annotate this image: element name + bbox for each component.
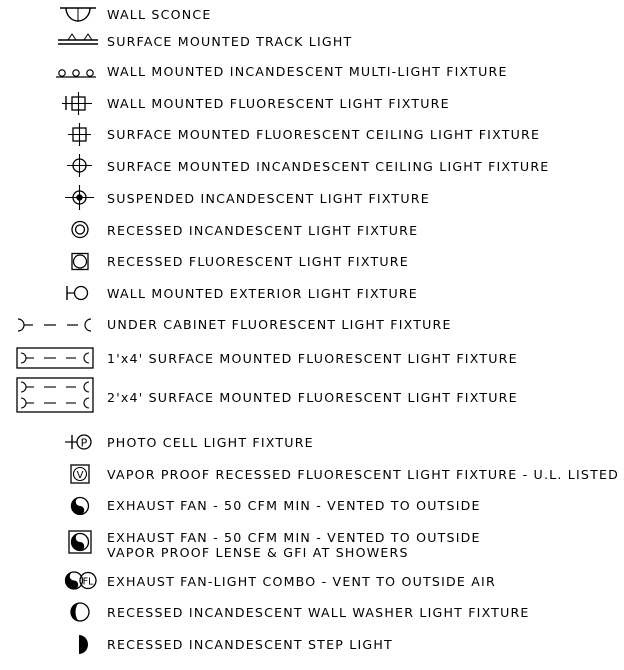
legend-label: SURFACE MOUNTED FLUORESCENT CEILING LIGHT FIXTURE bbox=[107, 127, 541, 142]
legend-label: WALL SCONCE bbox=[107, 7, 212, 22]
legend-label: SUSPENDED INCANDESCENT LIGHT FIXTURE bbox=[107, 191, 430, 206]
vapor-proof-letter: V bbox=[76, 470, 84, 481]
legend-label-secondary: VAPOR PROOF LENSE & GFI AT SHOWERS bbox=[107, 545, 409, 560]
legend-label: RECESSED FLUORESCENT LIGHT FIXTURE bbox=[107, 254, 409, 269]
legend-label: SURFACE MOUNTED TRACK LIGHT bbox=[107, 34, 353, 49]
legend-label: UNDER CABINET FLUORESCENT LIGHT FIXTURE bbox=[107, 317, 452, 332]
legend-label: 1'x4' SURFACE MOUNTED FLUORESCENT LIGHT FIXTURE bbox=[107, 351, 518, 366]
legend-label: WALL MOUNTED FLUORESCENT LIGHT FIXTURE bbox=[107, 96, 450, 111]
legend-label: WALL MOUNTED EXTERIOR LIGHT FIXTURE bbox=[107, 286, 418, 301]
legend-label: SURFACE MOUNTED INCANDESCENT CEILING LIGHT FIXTURE bbox=[107, 159, 550, 174]
legend-label: EXHAUST FAN - 50 CFM MIN - VENTED TO OUTSIDE bbox=[107, 530, 481, 545]
legend-label: 2'x4' SURFACE MOUNTED FLUORESCENT LIGHT FIXTURE bbox=[107, 390, 518, 405]
legend-label: EXHAUST FAN-LIGHT COMBO - VENT TO OUTSIDE AIR bbox=[107, 574, 496, 589]
exhaust-fan-vapor-icon bbox=[0, 524, 100, 564]
legend-label: VAPOR PROOF RECESSED FLUORESCENT LIGHT FIXTURE - U.L. LISTED bbox=[107, 467, 620, 482]
legend-label: RECESSED INCANDESCENT STEP LIGHT bbox=[107, 637, 393, 652]
photo-cell-letter: P bbox=[80, 436, 88, 450]
legend-label: RECESSED INCANDESCENT WALL WASHER LIGHT FIXTURE bbox=[107, 605, 530, 620]
legend-label: WALL MOUNTED INCANDESCENT MULTI-LIGHT FIXTURE bbox=[107, 64, 508, 79]
legend-label: RECESSED INCANDESCENT LIGHT FIXTURE bbox=[107, 223, 419, 238]
step-light-icon bbox=[0, 630, 100, 670]
legend-label: PHOTO CELL LIGHT FIXTURE bbox=[107, 435, 314, 450]
fan-light-letters: FL bbox=[82, 576, 94, 588]
fluorescent-2x4-icon bbox=[0, 376, 100, 416]
legend-label: EXHAUST FAN - 50 CFM MIN - VENTED TO OUTSIDE bbox=[107, 498, 481, 513]
